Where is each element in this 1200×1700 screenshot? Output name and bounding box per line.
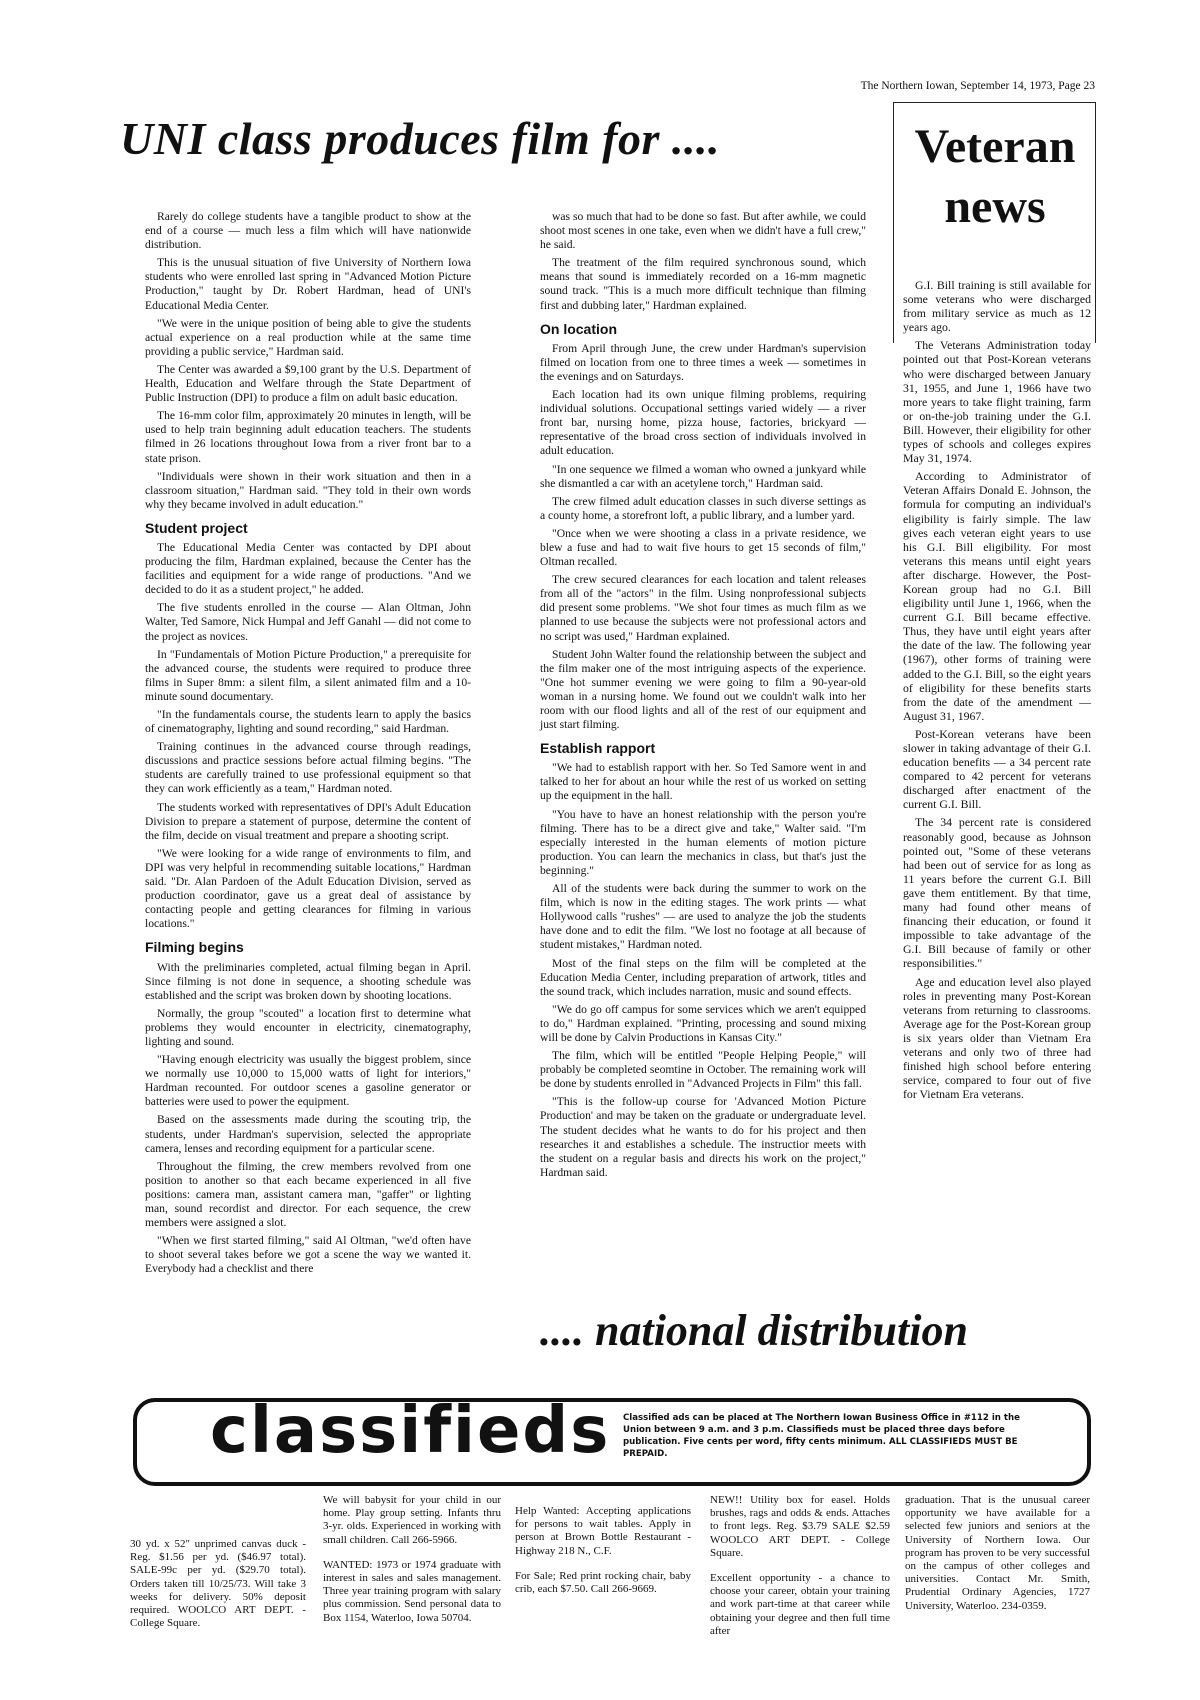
- paragraph: Post-Korean veterans have been slower in taking advantage of their G.I. education benefits — a 34 percent rate compared to 42 percent for veterans discharged after enactment of the current G.I. Bill.: [903, 726, 1091, 812]
- veteran-news-title: Veteran news: [914, 120, 1076, 233]
- paragraph: Throughout the filming, the crew members revolved from one position to another so that each became experienced in all five positions: camera man, assistant camera man, "gaffer" or lighting man, sound recordist and director. For each sequence, the crew members were assigned a slot.: [145, 1159, 471, 1230]
- page-folio: The Northern Iowan, September 14, 1973, Page 23: [860, 80, 1095, 92]
- classified-column: [905, 1494, 1090, 1625]
- paragraph: The 34 percent rate is considered reasonably good, because as Johnson pointed out, "Some of these veterans had been out of service for as long as 11 years before the current G.I. Bill gave them entitlement. By that time, many had found other means of financing their education, or found it impossible to take advantage of the G.I. Bill because of family or other responsibilities.": [903, 815, 1091, 971]
- veteran-news-column: [903, 278, 1091, 1105]
- paragraph: G.I. Bill training is still available for some veterans who were discharged from military service as much as 12 years ago.: [903, 278, 1091, 335]
- subhead: Establish rapport: [540, 740, 656, 757]
- paragraph: Most of the final steps on the film will be completed at the Education Media Center, including preparation of artwork, titles and the sound track, which includes narration, music and sound effects.: [540, 956, 866, 998]
- paragraph: "You have to have an honest relationship with the person you're filming. There has to be a direct give and take," Walter said. "I'm especially interested in the human elements of motion picture production. You can learn the mechanics in class, but that's just the beginning.": [540, 807, 866, 877]
- paragraph: In "Fundamentals of Motion Picture Production," a prerequisite for the advanced course, the students were required to produce three films in Super 8mm: a silent film, a silent animated film and a 10-minute sound documentary.: [145, 647, 471, 703]
- paragraph: The crew secured clearances for each location and talent releases from all of the "actors" in the film. Using nonprofessional subjects did present some problems. "We shot four times as much film as we planned to use because the subjects were not professional actors and no script was used," Hardman explained.: [540, 573, 866, 643]
- classified-ad: For Sale; Red print rocking chair, baby crib, each $7.50. Call 266-9669.: [515, 1569, 691, 1596]
- paragraph: "We do go off campus for some services which we aren't equipped to do," Hardman explained. "Printing, processing and sound mixing will be done by Calvin Productions in Kansas City.": [540, 1002, 866, 1044]
- subhead: On location: [540, 320, 617, 337]
- subhead: Student project: [145, 519, 248, 536]
- classified-column: [323, 1494, 501, 1637]
- paragraph: "This is the follow-up course for 'Advanced Motion Picture Production' and may be taken on the graduate or undergraduate level. The student decides what he wants to do for his project and then researches it and establishes a schedule. The instructior meets with the student on a regular basis and directs his work on the project," Hardman said.: [540, 1095, 866, 1179]
- paragraph: The students worked with representatives of DPI's Adult Education Division to prepare a statement of purpose, determine the content of the film, decide on visual treatment and prepare a shooting script.: [145, 800, 471, 842]
- paragraph: Age and education level also played roles in preventing many Post-Korean veterans from returning to classrooms. Average age for the Post-Korean group is six years older than Vietnam Era veterans and only two of three had finished high school before entering service, compared to four out of five for Vietnam Era veterans.: [903, 974, 1091, 1102]
- headline-continued: .... national distribution: [540, 1306, 968, 1355]
- paragraph: "Individuals were shown in their work situation and then in a classroom situation," Hardman said. "They told in their own words why they became involved in adult education.": [145, 469, 471, 511]
- paragraph: "Having enough electricity was usually the biggest problem, since we normally use 10,000 to 15,000 watts of light for interiors," Hardman recounted. For outdoor scenes a gasoline generator or batteries were used to power the equipment.: [145, 1053, 471, 1109]
- paragraph: "Once when we were shooting a class in a private residence, we blew a fuse and had to wait five hours to get 15 seconds of film," Oltman recalled.: [540, 526, 866, 569]
- paragraph: The Center was awarded a $9,100 grant by the U.S. Department of Health, Education and Welfare through the State Department of Public Instruction (DPI) to produce a film on adult basic education.: [145, 362, 471, 405]
- paragraph: Normally, the group "scouted" a location first to determine what problems they would encounter in electricity, cinematography, lighting and sound.: [145, 1006, 471, 1048]
- paragraph: With the preliminaries completed, actual filming began in April. Since filming is not done in sequence, a shooting schedule was established and the script was broken down by shooting locations.: [145, 960, 471, 1002]
- paragraph: All of the students were back during the summer to work on the film, which is now in the editing stages. The work prints — what Hollywood calls "rushes" — are used to analyze the job the students have done and to edit the film. "We lost no footage at all because of student mistakes," Hardman noted.: [540, 882, 866, 952]
- paragraph: The Educational Media Center was contacted by DPI about producing the film, Hardman explained, because the Center has the facilities and equipment for a wide range of productions. "And we decided to do it as a student project," he added.: [145, 540, 471, 597]
- article-column-2: [540, 210, 866, 1184]
- classified-ad: Help Wanted: Accepting applications for persons to wait tables. Apply in person at Brown Bottle Restaurant - Highway 218 N., C.F.: [515, 1505, 691, 1557]
- classified-ad: graduation. That is the unusual career opportunity we have available for a selected few juniors and seniors at the University of Northern Iowa. Our program has proven to be very successful on the campus of other colleges and universities. Contact Mr. Smith, Prudential Ordinary Agencies, 1727 University, Waterloo. 234-0359.: [905, 1494, 1090, 1612]
- paragraph: was so much that had to be done so fast. But after awhile, we could shoot most scenes in one take, even when we didn't have a full crew," he said.: [540, 210, 866, 252]
- paragraph: This is the unusual situation of five University of Northern Iowa students who were enrolled last spring in "Advanced Motion Picture Production," taught by Dr. Robert Hardman, head of UNI's Educational Media Center.: [145, 256, 471, 312]
- paragraph: The 16-mm color film, approximately 20 minutes in length, will be used to help train beginning adult education teachers. The students filmed in 26 locations throughout Iowa from a river front bar to a state prison.: [145, 409, 471, 465]
- paragraph: "When we first started filming," said Al Oltman, "we'd often have to shoot several takes before we got a scene the way we wanted it. Everybody had a checklist and there: [145, 1234, 471, 1276]
- paragraph: "We were looking for a wide range of environments to film, and DPI was very helpful in recommending suitable locations," Hardman said. "Dr. Alan Pardoen of the Adult Education Division, served as production coordinator, gave us a great deal of assistance by contacting people and getting clearances for filming in various locations.": [145, 846, 471, 931]
- classified-column: [130, 1538, 306, 1642]
- classifieds-title: classifieds: [210, 1394, 611, 1468]
- headline: UNI class produces film for ....: [120, 113, 720, 164]
- paragraph: "We had to establish rapport with her. So Ted Samore went in and talked to her for about an hour while the rest of us worked on setting up the equipment in the hall.: [540, 761, 866, 803]
- subhead: Filming begins: [145, 939, 244, 956]
- paragraph: "We were in the unique position of being able to give the students actual experience on a real production while at the same time providing a public service," Hardman said.: [145, 316, 471, 358]
- classified-column: [515, 1505, 691, 1608]
- paragraph: Each location had its own unique filming problems, requiring individual solutions. Occupational settings varied widely — a river front bar, nursing home, pizza house, factories, brickyard — representative of the broad cross section of individuals involved in adult education.: [540, 388, 866, 458]
- paragraph: According to Administrator of Veteran Affairs Donald E. Johnson, the formula for computing an individual's eligibility is fairly simple. The law gives each veteran eight years to use his G.I. Bill eligibility. For most veterans this means until eight years after discharge. However, the Post-Korean group had no G.I. Bill eligibility until June 1, 1966, when the current G.I. Bill became effective. Thus, they have until eight years after the date of the law. The following year (1967), other forms of training were added to the G.I. Bill, so the eight years of eligibility for these benefits starts from the date of the amendment — August 31, 1967.: [903, 469, 1091, 723]
- paragraph: The Veterans Administration today pointed out that Post-Korean veterans who were discharged between January 31, 1955, and June 1, 1966 have two more years to take flight training, farm or on-the-job training under the G.I. Bill. However, their eligibility for other types of schools and colleges expires May 31, 1974.: [903, 338, 1091, 466]
- paragraph: The treatment of the film required synchronous sound, which means that sound is immediately recorded on a 16-mm magnetic sound track. "This is a much more difficult technique than filming first and dubbing later," Hardman explained.: [540, 256, 866, 312]
- classified-ad: Excellent opportunity - a chance to choose your career, obtain your training and work part-time at that career while obtaining your degree and then full time after: [710, 1572, 890, 1637]
- paragraph: The film, which will be entitled "People Helping People," will probably be completed seomtine in October. The remaining work will be done by students enrolled in "Advanced Projects in Film" this fall.: [540, 1049, 866, 1091]
- paragraph: "In the fundamentals course, the students learn to apply the basics of cinematography, lighting and sound recording," said Hardman.: [145, 708, 471, 736]
- paragraph: The five students enrolled in the course — Alan Oltman, John Walter, Ted Samore, Nick Humpal and Jeff Ganahl — did not come to the project as novices.: [145, 601, 471, 643]
- classifieds-info: Classified ads can be placed at The Northern Iowan Business Office in #112 in the Union between 9 a.m. and 3 p.m. Classifieds must be placed three days before publication. Five cents per word, fifty cents minimum. ALL CLASSIFIEDS MUST BE PREPAID.: [623, 1413, 1020, 1459]
- paragraph: From April through June, the crew under Hardman's supervision filmed on location from one to three times a week — sometimes in the evenings and on Saturdays.: [540, 341, 866, 383]
- classified-column: [710, 1494, 890, 1650]
- paragraph: Rarely do college students have a tangible product to show at the end of a course — much less a film which will have nationwide distribution.: [145, 210, 471, 252]
- paragraph: Based on the assessments made during the scouting trip, the students, under Hardman's supervision, selected the appropriate camera, lenses and recording equipment for a particular scene.: [145, 1113, 471, 1155]
- classified-ad: 30 yd. x 52" unprimed canvas duck - Reg. $1.56 per yd. ($46.97 total). SALE-99c per yd. ($29.70 total). Orders taken till 10/25/73. Will take 3 weeks for delivery. 50% deposit required. WOOLCO ART DEPT. - College Square.: [130, 1538, 306, 1630]
- paragraph: The crew filmed adult education classes in such diverse settings as a county home, a storefront loft, a public library, and a lumber yard.: [540, 494, 866, 522]
- classified-ad: WANTED: 1973 or 1974 graduate with interest in sales and sales management. Three year training program with salary plus commission. Send personal data to Box 1154, Waterloo, Iowa 50704.: [323, 1558, 501, 1624]
- paragraph: Training continues in the advanced course through readings, discussions and practice sessions before actual filming begins. "The students are carefully trained to use professional equipment so that they can work efficiently as a team," Hardman noted.: [145, 740, 471, 796]
- classified-ad: NEW!! Utility box for easel. Holds brushes, rags and odds & ends. Attaches to front legs. Reg. $3.79 SALE $2.59 WOOLCO ART DEPT. - College Square.: [710, 1494, 890, 1559]
- paragraph: "In one sequence we filmed a woman who owned a junkyard while she dismantled a car with an acetylene torch," Hardman said.: [540, 462, 866, 490]
- classified-ad: We will babysit for your child in our home. Play group setting. Infants thru 3-yr. olds. Experienced in working with small children. Call 266-5966.: [323, 1494, 501, 1546]
- article-column-1: [145, 210, 471, 1280]
- paragraph: Student John Walter found the relationship between the subject and the film maker one of the most intriguing aspects of the experience. "One hot summer evening we were going to film a 90-year-old woman in a nursing home. We found out we couldn't walk into her room with our flood lights and all of the rest of our equipment and just start filming.: [540, 647, 866, 732]
